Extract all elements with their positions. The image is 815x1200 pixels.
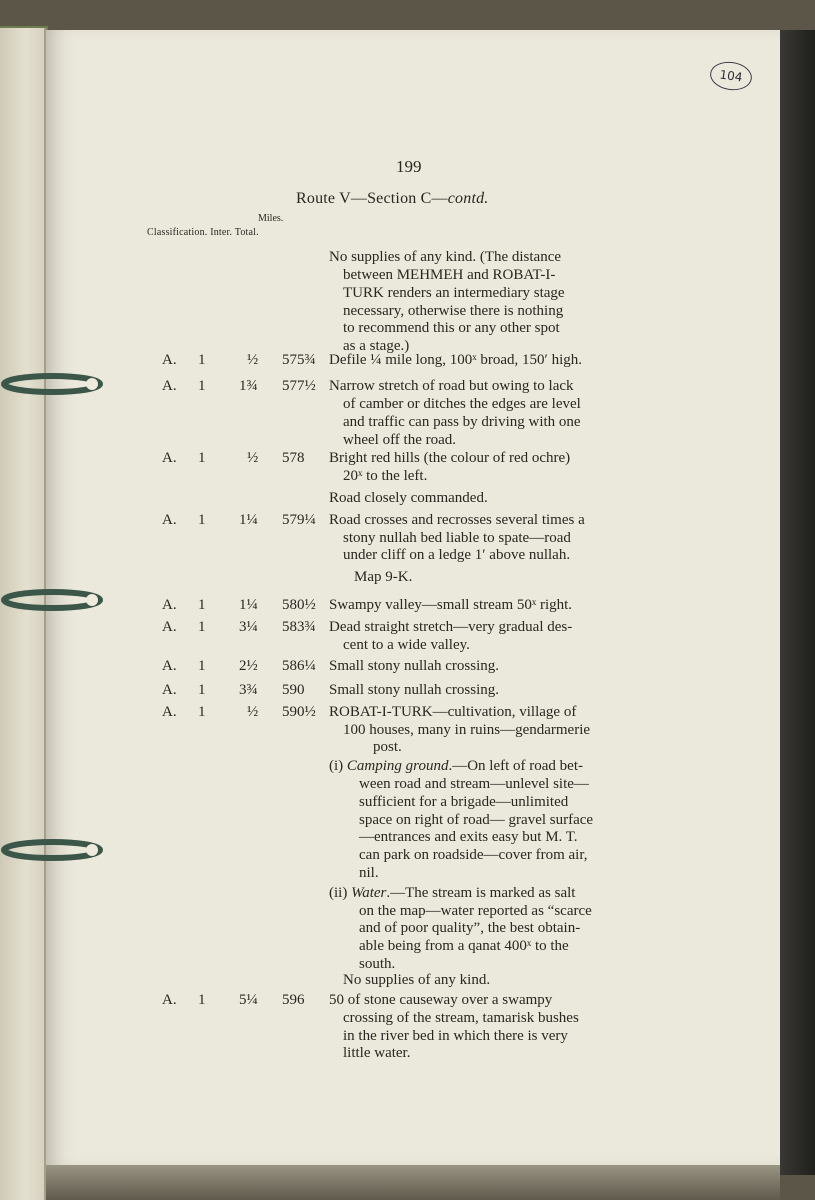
intro-line: No supplies of any kind. (The distance — [329, 249, 562, 265]
entry-text: space on right of road— gravel surface — [359, 812, 594, 828]
entry-text: 100 houses, many in ruins—gendarmerie — [343, 722, 591, 738]
entry-text: on the map—water reported as “scarce — [359, 903, 592, 919]
entry-text: cent to a wide valley. — [343, 637, 470, 653]
inter-miles: 1¾ — [239, 378, 258, 394]
classification: A. 1 — [162, 658, 206, 674]
entry-text: sufficient for a brigade—unlimited — [359, 794, 569, 810]
intro-line: TURK renders an intermediary stage — [343, 285, 565, 301]
miles-header: Miles. — [258, 213, 284, 224]
classification: A. 1 — [162, 992, 206, 1008]
facing-page-edge — [0, 28, 46, 1200]
entry-text: under cliff on a ledge 1′ above nullah. — [343, 547, 571, 563]
water-term: Water — [351, 885, 387, 901]
inter-miles: 1¼ — [239, 597, 258, 613]
column-headers: Classification. Inter. Total. — [147, 227, 259, 238]
entry-text: Swampy valley—small stream 50ˣ right. — [329, 597, 573, 613]
inter-miles: 1¼ — [239, 512, 258, 528]
classification: A. 1 — [162, 352, 206, 368]
water-note: (ii) Water.—The stream is marked as salt — [329, 885, 576, 901]
entry-text: stony nullah bed liable to spate—road — [343, 530, 571, 546]
total-miles: 583¾ — [282, 619, 316, 635]
book-cover — [777, 30, 815, 1175]
classification: A. 1 — [162, 682, 206, 698]
inter-miles: 3¾ — [239, 682, 258, 698]
entry-text: can park on roadside—cover from air, — [359, 847, 588, 863]
entry-text: post. — [373, 739, 402, 755]
entry-text: crossing of the stream, tamarisk bushes — [343, 1010, 579, 1026]
intro-line: necessary, otherwise there is nothing — [343, 303, 564, 319]
entry-text: and of poor quality”, the best obtain- — [359, 920, 581, 936]
total-miles: 578 — [282, 450, 305, 466]
classification: A. 1 — [162, 512, 206, 528]
entry-text: 50 of stone causeway over a swampy — [329, 992, 553, 1008]
inter-miles: ½ — [247, 352, 259, 368]
intro-line: as a stage.) — [343, 338, 410, 354]
entry-text: nil. — [359, 865, 379, 881]
binding-cord-icon — [0, 838, 105, 862]
entry-text: Narrow stretch of road but owing to lack — [329, 378, 574, 394]
total-miles: 580½ — [282, 597, 316, 613]
inter-miles: 5¼ — [239, 992, 258, 1008]
entry-text: Road closely commanded. — [329, 490, 488, 506]
classification: A. 1 — [162, 378, 206, 394]
route-heading-main: Route V—Section C— — [296, 190, 448, 207]
total-miles: 590½ — [282, 704, 316, 720]
camping-ground-note: (i) Camping ground.—On left of road bet- — [329, 758, 584, 774]
entry-text: Dead straight stretch—very gradual des- — [329, 619, 573, 635]
camping-ground-term: Camping ground — [346, 758, 449, 774]
total-miles: 590 — [282, 682, 305, 698]
entry-text: No supplies of any kind. — [343, 972, 491, 988]
entry-text: little water. — [343, 1045, 411, 1061]
entry-text: Small stony nullah crossing. — [329, 658, 499, 674]
intro-line: between MEHMEH and ROBAT-I- — [343, 267, 556, 283]
binding-cord-icon — [0, 588, 105, 612]
total-miles: 579¼ — [282, 512, 316, 528]
intro-line: to recommend this or any other spot — [343, 320, 560, 336]
entry-text: 20ˣ to the left. — [343, 468, 428, 484]
total-miles: 596 — [282, 992, 305, 1008]
entry-text: ROBAT-I-TURK—cultivation, village of — [329, 704, 577, 720]
classification: A. 1 — [162, 450, 206, 466]
inter-miles: 2½ — [239, 658, 258, 674]
entry-text: Road crosses and recrosses several times a — [329, 512, 585, 528]
binding-cord-icon — [0, 372, 105, 396]
total-miles: 586¼ — [282, 658, 316, 674]
inter-miles: 3¼ — [239, 619, 258, 635]
entry-text: able being from a qanat 400ˣ to the — [359, 938, 569, 954]
inter-miles: ½ — [247, 704, 259, 720]
entry-text: of camber or ditches the edges are level — [343, 396, 581, 412]
inter-miles: ½ — [247, 450, 259, 466]
entry-text: south. — [359, 956, 396, 972]
entry-text: Small stony nullah crossing. — [329, 682, 499, 698]
entry-text: Defile ¼ mile long, 100ˣ broad, 150′ high. — [329, 352, 582, 368]
entry-text: in the river bed in which there is very — [343, 1028, 568, 1044]
classification: A. 1 — [162, 704, 206, 720]
classification: A. 1 — [162, 597, 206, 613]
entry-text: —entrances and exits easy but M. T. — [359, 829, 578, 845]
page-bottom-edge — [46, 1165, 780, 1200]
map-reference: Map 9-K. — [354, 569, 413, 585]
classification: A. 1 — [162, 619, 206, 635]
entry-text: ween road and stream—unlevel site— — [359, 776, 589, 792]
folio-stamp: 104 — [708, 59, 753, 93]
entry-text: Bright red hills (the colour of red ochre) — [329, 450, 571, 466]
entry-text: wheel off the road. — [343, 432, 457, 448]
total-miles: 575¾ — [282, 352, 316, 368]
total-miles: 577½ — [282, 378, 316, 394]
entry-text: and traffic can pass by driving with one — [343, 414, 581, 430]
page-number: 199 — [396, 157, 422, 176]
route-heading-contd: contd. — [447, 190, 489, 207]
route-heading — [296, 190, 489, 208]
